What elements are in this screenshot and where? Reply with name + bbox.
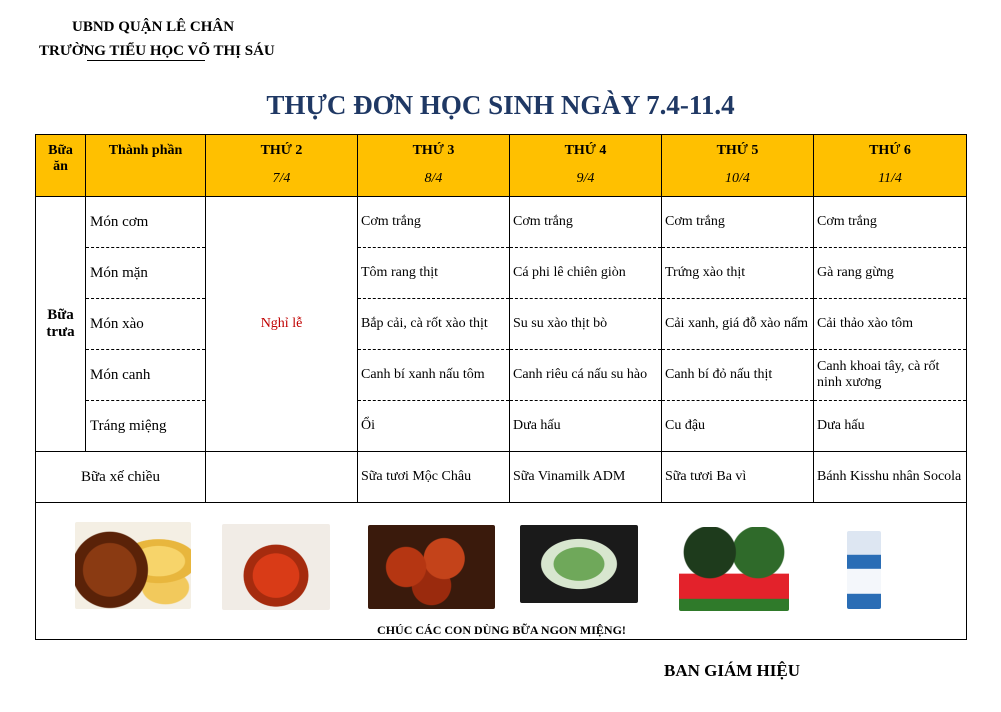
dish-cell: Tôm rang thịt bbox=[358, 248, 510, 299]
milk-carton-image bbox=[847, 531, 881, 609]
fish-dish-image bbox=[222, 524, 330, 610]
col-component-header: Thành phần bbox=[86, 135, 206, 197]
page-title: THỰC ĐƠN HỌC SINH NGÀY 7.4-11.4 bbox=[266, 90, 735, 120]
menu-row-main bbox=[36, 248, 967, 299]
dish-cell: Sữa tươi Ba vì bbox=[662, 452, 814, 503]
dish-cell: Ổi bbox=[358, 401, 510, 452]
menu-table bbox=[35, 134, 967, 640]
dish-cell: Cá phi lê chiên giòn bbox=[510, 248, 662, 299]
menu-row-soup bbox=[36, 350, 967, 401]
day-header-thu bbox=[662, 135, 814, 197]
day-name: THỨ 3 bbox=[412, 143, 455, 158]
dish-cell: Cơm trắng bbox=[510, 197, 662, 248]
day-date: 9/4 bbox=[576, 171, 595, 186]
food-image-cell bbox=[36, 503, 967, 640]
day-date: 11/4 bbox=[878, 171, 902, 186]
dish-cell: Canh khoai tây, cà rốt ninh xương bbox=[814, 350, 967, 401]
category-label: Món cơm bbox=[86, 197, 206, 248]
dish-cell: Gà rang gừng bbox=[814, 248, 967, 299]
dish-cell: Sữa Vinamilk ADM bbox=[510, 452, 662, 503]
dish-cell: Dưa hấu bbox=[814, 401, 967, 452]
dish-cell: Cơm trắng bbox=[358, 197, 510, 248]
day-name: THỨ 4 bbox=[564, 143, 607, 158]
category-label: Món mặn bbox=[86, 248, 206, 299]
dish-cell: Canh bí xanh nấu tôm bbox=[358, 350, 510, 401]
day-name: THỨ 2 bbox=[260, 143, 303, 158]
menu-row-dessert bbox=[36, 401, 967, 452]
day-name: THỨ 5 bbox=[716, 143, 759, 158]
dish-cell: Cải thảo xào tôm bbox=[814, 299, 967, 350]
menu-row-rice bbox=[36, 197, 967, 248]
day-header-mon bbox=[206, 135, 358, 197]
dish-cell: Cu đậu bbox=[662, 401, 814, 452]
day-header-tue bbox=[358, 135, 510, 197]
dish-cell: Cơm trắng bbox=[662, 197, 814, 248]
dish-cell: Bắp cải, cà rốt xào thịt bbox=[358, 299, 510, 350]
holiday-note: Nghỉ lễ bbox=[206, 197, 358, 452]
lunch-label: Bữa trưa bbox=[36, 197, 86, 452]
dish-cell: Canh riêu cá nấu su hào bbox=[510, 350, 662, 401]
dish-cell: Trứng xào thịt bbox=[662, 248, 814, 299]
school-name: TRƯỜNG TIỂU HỌC VÕ THỊ SÁU bbox=[39, 43, 275, 59]
org-name: UBND QUẬN LÊ CHÂN bbox=[72, 19, 235, 35]
day-date: 8/4 bbox=[424, 171, 443, 186]
day-date: 10/4 bbox=[725, 171, 750, 186]
day-date: 7/4 bbox=[272, 171, 291, 186]
day-name: THỨ 6 bbox=[869, 143, 911, 158]
category-label: Món canh bbox=[86, 350, 206, 401]
vegetable-soup-image bbox=[520, 525, 638, 603]
food-image-row bbox=[36, 503, 967, 640]
chicken-dish-image bbox=[368, 525, 495, 609]
dish-cell: Canh bí đỏ nấu thịt bbox=[662, 350, 814, 401]
category-label: Tráng miệng bbox=[86, 401, 206, 452]
header-underline bbox=[87, 60, 205, 61]
day-header-wed bbox=[510, 135, 662, 197]
dish-cell: Dưa hấu bbox=[510, 401, 662, 452]
dish-cell bbox=[206, 452, 358, 503]
snack-row bbox=[36, 452, 967, 503]
dish-cell: Bánh Kisshu nhân Socola bbox=[814, 452, 967, 503]
dish-cell: Cải xanh, giá đỗ xào nấm bbox=[662, 299, 814, 350]
day-header-fri bbox=[814, 135, 967, 197]
dish-cell: Sữa tươi Mộc Châu bbox=[358, 452, 510, 503]
col-meal-header: Bữa ăn bbox=[36, 135, 86, 197]
watermelon-image bbox=[679, 527, 789, 611]
header-row bbox=[36, 135, 967, 197]
dish-cell: Su su xào thịt bò bbox=[510, 299, 662, 350]
slogan-text: CHÚC CÁC CON DÙNG BỮA NGON MIỆNG! bbox=[377, 623, 626, 637]
dish-cell: Cơm trắng bbox=[814, 197, 967, 248]
category-label: Món xào bbox=[86, 299, 206, 350]
menu-row-stirfry bbox=[36, 299, 967, 350]
stew-bread-image bbox=[75, 522, 191, 609]
snack-label: Bữa xế chiều bbox=[36, 452, 206, 503]
signature: BAN GIÁM HIỆU bbox=[664, 661, 801, 680]
